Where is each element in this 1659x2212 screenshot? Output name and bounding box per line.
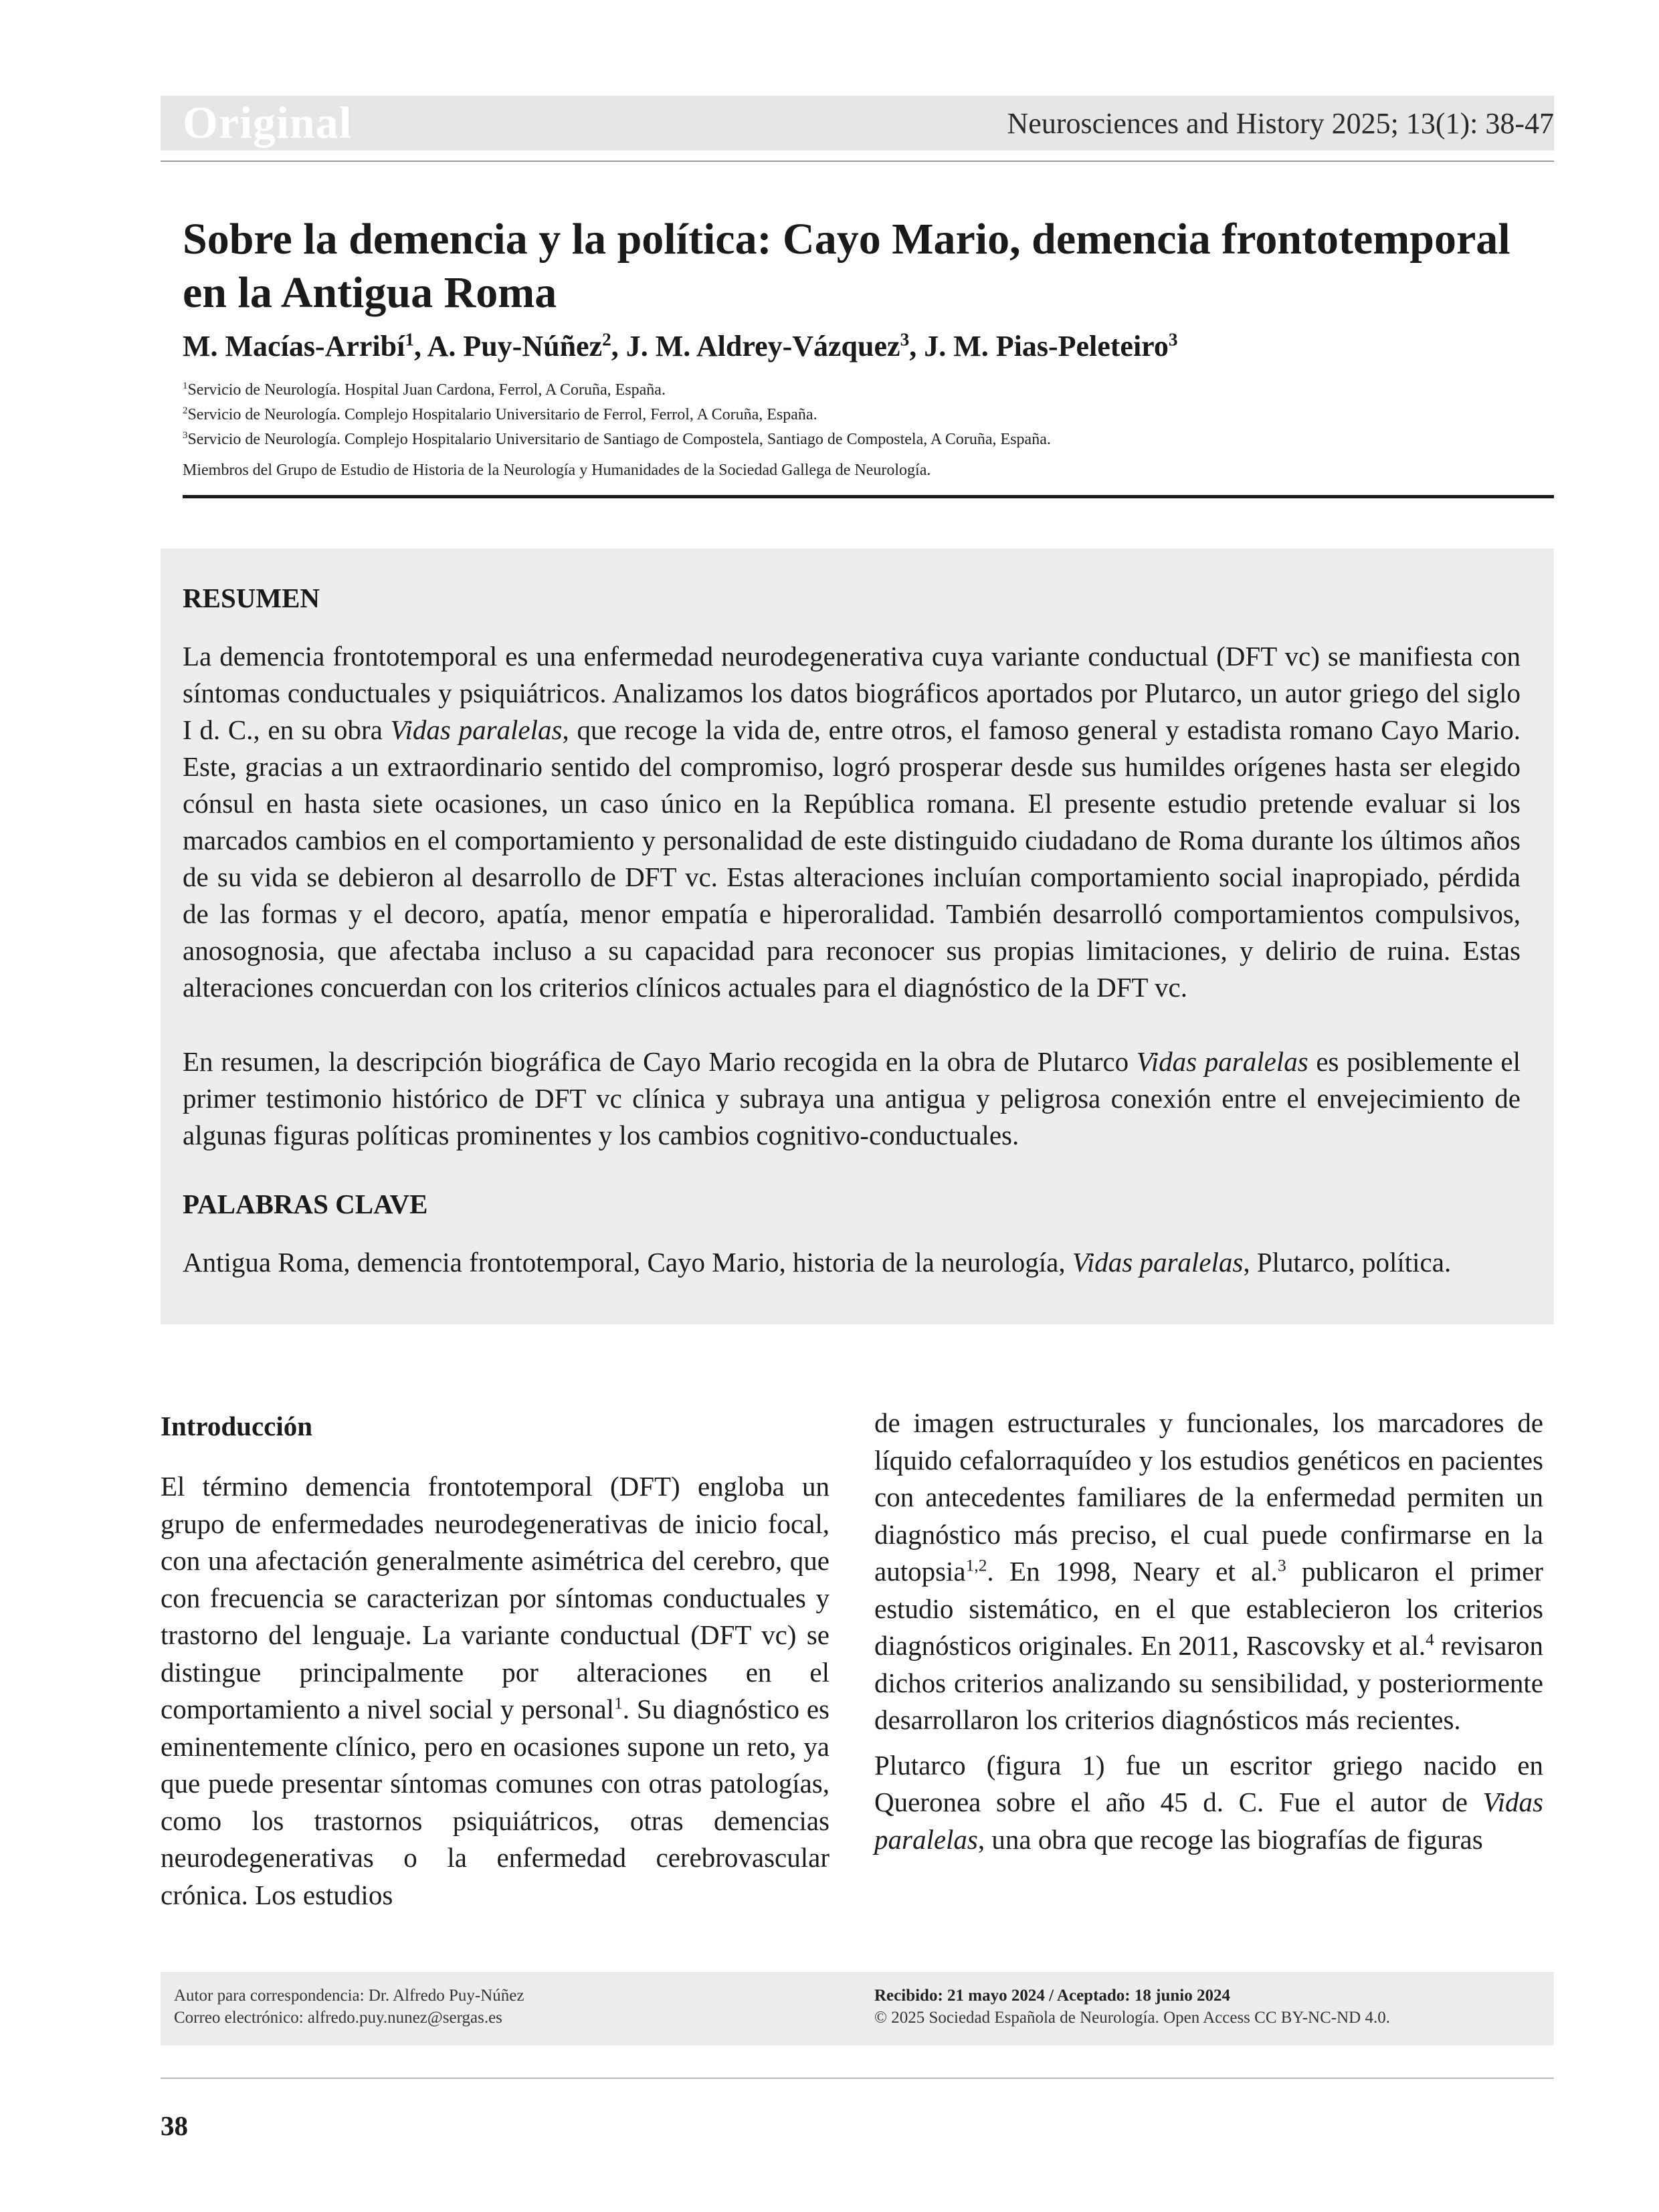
author-name: J. M. Aldrey-Vázquez [625, 330, 900, 363]
correspondence-email: Correo electrónico: alfredo.puy.nunez@sergas.es [174, 2009, 502, 2027]
body-column-left [161, 1468, 830, 1922]
title-divider [183, 495, 1554, 498]
body-paragraph: Plutarco (figura 1) fue un escritor griego nacido en Queronea sobre el año 45 d. C. Fue el autor de Vidas paralelas, una obra que recoge las biografías de figuras [874, 1749, 1543, 1855]
header-divider [161, 161, 1554, 162]
author-affiliation-mark: 2 [602, 329, 611, 350]
author-affiliation-mark: 3 [1168, 329, 1178, 350]
received-accepted-dates: Recibido: 21 mayo 2024 / Aceptado: 18 junio 2024 [874, 1987, 1230, 2005]
section-heading-introduction: Introducción [161, 1411, 313, 1441]
affiliation: $^2$Servicio de Neurología. Complejo Hospitalario Universitario de Ferrol, Ferrol, A Coruña, España. [183, 405, 817, 423]
body-column-right [874, 1405, 1543, 1866]
footer-divider [161, 2078, 1554, 2079]
author-name: J. M. Pias-Peleteiro [924, 330, 1169, 363]
page-number: 38 [161, 2110, 188, 2141]
group-membership-note: Miembros del Grupo de Estudio de Historia de la Neurología y Humanidades de la Sociedad Gallega de Neurología. [183, 462, 931, 479]
affiliation: $^1$Servicio de Neurología. Hospital Juan Cardona, Ferrol, A Coruña, España. [183, 381, 666, 399]
keywords-heading: PALABRAS CLAVE [183, 1189, 428, 1219]
section-label: Original [183, 97, 353, 148]
author-affiliation-mark: 1 [405, 329, 414, 350]
license-note: © 2025 Sociedad Española de Neurología. Open Access CC BY-NC-ND 4.0. [874, 2009, 1390, 2027]
citation-mark: 1,2 [965, 1556, 987, 1575]
citation-mark: 1 [614, 1694, 623, 1713]
body-paragraph: de imagen estructurales y funcionales, los marcadores de líquido cefalorraquídeo y los estudios genéticos en pacientes con antecedentes familiares de la enfermedad permiten un diagnóstico más preciso, el cual puede confirmarse en la autopsia$^{1,2}$. En 1998, Neary et al.$^3$ publicaron el primer estudio sistemático, en el que establecieron los criterios diagnósticos originales. En 2011, Rascovsky et al.$^4$ revisaron dichos criterios analizando su sensibilidad, y posteriormente desarrollaron los criterios diagnósticos más recientes. [874, 1407, 1543, 1735]
journal-reference: Neurosciences and History 2025; 13(1): 38-47 [1007, 107, 1554, 140]
abstract-paragraph: En resumen, la descripción biográfica de Cayo Mario recogida en la obra de Plutarco Vidas paralelas es posiblemente el primer testimonio histórico de DFT vc clínica y subraya una antigua y peligrosa conexión entre el envejecimiento de algunas figuras políticas prominentes y los cambios cognitivo-conductuales. [183, 1046, 1521, 1150]
author-name: M. Macías-Arribí [183, 330, 405, 363]
abstract-heading: RESUMEN [183, 583, 320, 613]
affiliation: $^3$Servicio de Neurología. Complejo Hospitalario Universitario de Santiago de Compostela, Santiago de Compostela, A Coruña, España. [183, 430, 1051, 448]
author-name: A. Puy-Núñez [427, 330, 603, 363]
author-list: M. Macías-Arribí$^1$, A. Puy-Núñez$^2$, J. M. Aldrey-Vázquez$^3$, J. M. Pias-Peleteiro$^3$ [183, 329, 1178, 363]
body-paragraph: El término demencia frontotemporal (DFT) engloba un grupo de enfermedades neurodegenerativas de inicio focal, con una afectación generalmente asimétrica del cerebro, que con frecuencia se caracterizan por síntomas conductuales y trastorno del lenguaje. La variante conductual (DFT vc) se distingue principalmente por alteraciones en el comportamiento a nivel social y personal$^1$. Su diagnóstico es eminentemente clínico, pero en ocasiones supone un reto, ya que puede presentar síntomas comunes con otras patologías, como los trastornos psiquiátricos, otras demencias neurodegenerativas o la enfermedad cerebrovascular crónica. Los estudios [161, 1471, 830, 1910]
citation-mark: 3 [1277, 1556, 1286, 1575]
article-title: Sobre la demencia y la política: Cayo Mario, demencia frontotemporal en la Antigua Roma [183, 215, 1510, 317]
citation-mark: 4 [1426, 1630, 1434, 1649]
correspondence-author: Autor para correspondencia: Dr. Alfredo Puy-Núñez [174, 1987, 524, 2005]
author-affiliation-mark: 3 [900, 329, 910, 350]
keywords-text: Antigua Roma, demencia frontotemporal, Cayo Mario, historia de la neurología, Vidas paralelas, Plutarco, política. [183, 1247, 1452, 1278]
abstract-paragraph: La demencia frontotemporal es una enfermedad neurodegenerativa cuya variante conductual (DFT vc) se manifiesta con síntomas conductuales y psiquiátricos. Analizamos los datos biográficos aportados por Plutarco, un autor griego del siglo I d. C., en su obra Vidas paralelas, que recoge la vida de, entre otros, el famoso general y estadista romano Cayo Mario. Este, gracias a un extraordinario sentido del compromiso, logró prosperar desde sus humildes orígenes hasta ser elegido cónsul en hasta siete ocasiones, un caso único en la República romana. El presente estudio pretende evaluar si los marcados cambios en el comportamiento y personalidad de este distinguido ciudadano de Roma durante los últimos años de su vida se debieron al desarrollo de DFT vc. Estas alteraciones incluían comportamiento social inapropiado, pérdida de las formas y el decoro, apatía, menor empatía e hiperoralidad. También desarrolló comportamientos compulsivos, anosognosia, que afectaba incluso a su capacidad para reconocer sus propias limitaciones, y delirio de ruina. Estas alteraciones concuerdan con los criterios clínicos actuales para el diagnóstico de la DFT vc. [183, 641, 1521, 1003]
